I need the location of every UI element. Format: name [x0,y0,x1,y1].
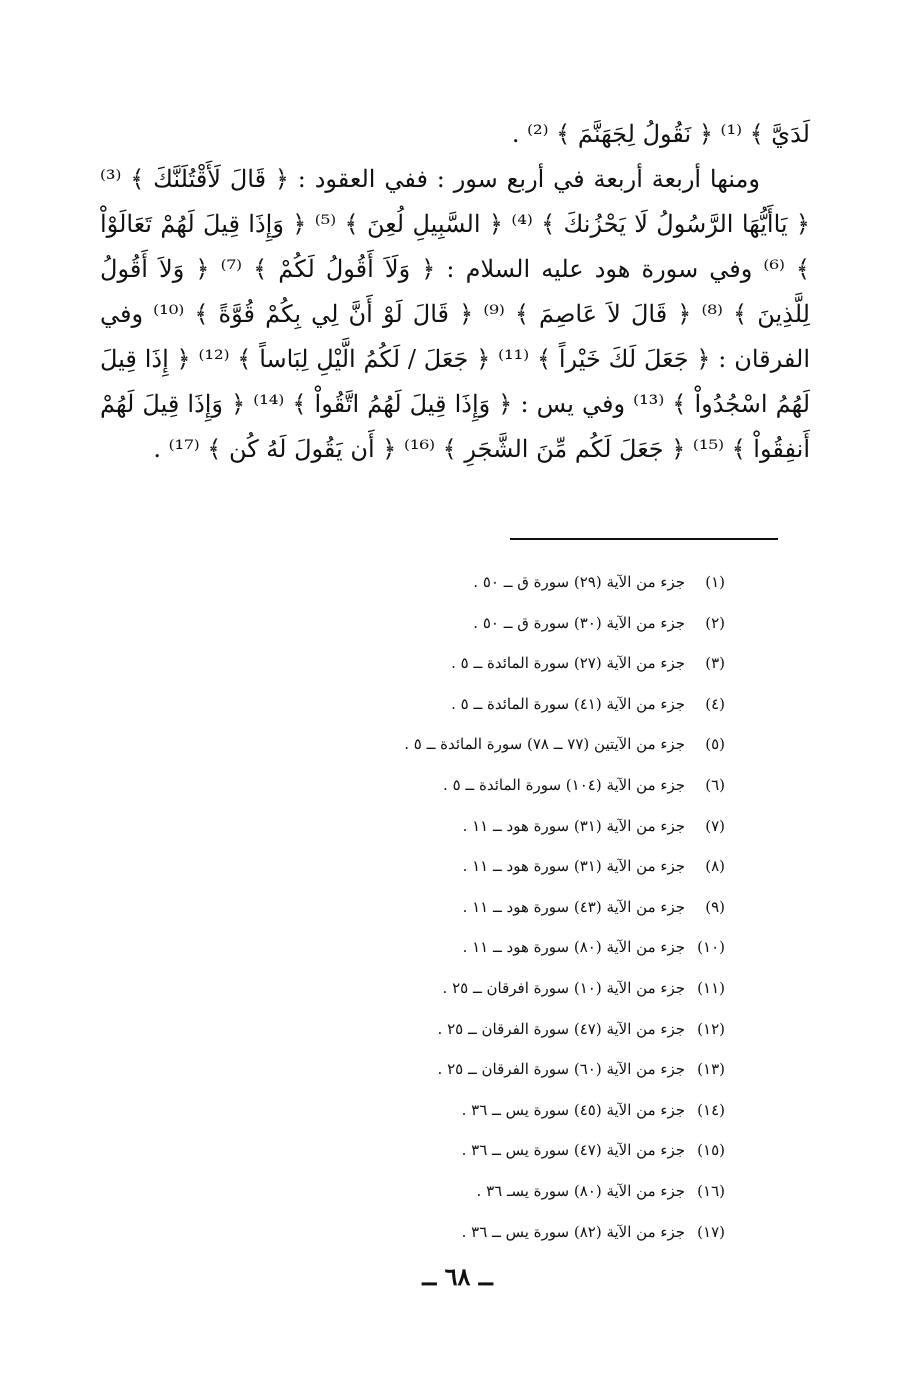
footnote-item [305,972,725,1013]
footnote-item [305,1053,725,1094]
footnote-item [305,1094,725,1135]
footnote-number: (١٧) [697,1222,725,1241]
footnote-text: جزء من الآية (٤٧) سورة الفرقان ــ ٢٥ . [437,1019,685,1038]
footnote-text: جزء من الآية (٤٥) سورة يس ــ ٣٦ . [461,1100,685,1119]
footnote-number: (٦) [705,775,725,794]
footnote-item [305,931,725,972]
footnote-number: (٥) [705,735,725,754]
footnote-item [305,1175,725,1216]
footnote-item [305,1013,725,1054]
footnote-text: جزء من الآية (٣٠) سورة ق ــ ٥٠ . [473,613,685,632]
footnote-number: (١١) [697,978,725,997]
main-text-block [100,112,810,472]
footnote-text: جزء من الآية (٨٠) سورة يسـ ٣٦ . [476,1181,685,1200]
footnote-item [305,891,725,932]
footnote-text: جزء من الآية (٤١) سورة المائدة ــ ٥ . [451,694,685,713]
main-text-paragraph: ومنها أربعة أربعة في أربع سور : ففي العقود : ﴿ قَالَ لَأَقْتُلَنَّكَ ﴾ ⁽³⁾ ﴿ يَاأَيُّهَا الرَّسُولُ لَا يَحْزُنكَ ﴾ ⁽⁴⁾ ﴿ السَّبِيلِ لُعِنَ ﴾ ⁽⁵⁾ ﴿ وَإِذَا قِيلَ لَهُمْ تَعَالَوْاْ ﴾ ⁽⁶⁾ وفي سورة هود عليه السلام : ﴿ وَلَاَ أَقُولُ لَكُمْ ﴾ ⁽⁷⁾ ﴿ وَلاَ أَقُولُ لِلَّذِينَ ﴾ ⁽⁸⁾ ﴿ قَالَ لاَ عَاصِمَ ﴾ ⁽⁹⁾ ﴿ قَالَ لَوْ أَنَّ لِي بِكُمْ قُوَّةً ﴾ ⁽¹⁰⁾ وفي الفرقان : ﴿ جَعَلَ لَكَ خَيْراً ﴾ ⁽¹¹⁾ ﴿ جَعَلَ / لَكُمُ الَّيْلِ لِبَاساً ﴾ ⁽¹²⁾ ﴿ إِذَا قِيلَ لَهُمُ اسْجُدُواْ ﴾ ⁽¹³⁾ وفي يس : ﴿ وَإِذَا قِيلَ لَهُمُ اتَّقُواْ ﴾ ⁽¹⁴⁾ ﴿ وَإِذَا قِيلَ لَهُمْ أَنفِقُواْ ﴾ ⁽¹⁵⁾ ﴿ جَعَلَ لَكُم مِّنَ الشَّجَرِ ﴾ ⁽¹⁶⁾ ﴿ أَن يَقُولَ لَهُ كُن ﴾ ⁽¹⁷⁾ . [100,165,811,463]
footnote-item [305,1216,725,1257]
footnote-number: (٨) [705,857,725,876]
footnote-number: (١٢) [697,1019,725,1038]
footnote-number: (١٦) [697,1181,725,1200]
footnote-text: جزء من الآية (٤٧) سورة يس ــ ٣٦ . [461,1141,685,1160]
footnote-item [305,688,725,729]
footnote-number: (٣) [705,654,725,673]
footnote-text: جزء من الآية (٦٠) سورة الفرقان ــ ٢٥ . [437,1060,685,1079]
footnote-number: (٩) [705,897,725,916]
footnote-number: (١٤) [697,1100,725,1119]
footnote-item [305,1134,725,1175]
footnote-number: (١) [705,573,725,591]
footnote-item [305,769,725,810]
footnote-text: جزء من الآية (١٠) سورة افرقان ــ ٢٥ . [442,978,685,997]
footnotes-list [305,566,725,1256]
footnote-text: جزء من الآية (٣١) سورة هود ــ ١١ . [462,816,685,835]
footnote-item [305,566,725,607]
footnote-text: جزء من الآية (٢٧) سورة المائدة ــ ٥ . [451,654,685,673]
footnote-item [305,647,725,688]
footnote-number: (٢) [705,613,725,632]
footnote-text: جزء من الآية (٨٠) سورة هود ــ ١١ . [462,938,685,957]
footnote-number: (١٥) [697,1141,725,1160]
footnote-number: (١٠) [697,938,725,957]
footnote-text: جزء من الآية (٢٩) سورة ق ــ ٥٠ . [473,573,685,591]
footnote-item [305,850,725,891]
footnote-item [305,810,725,851]
footnote-item [305,607,725,648]
footnote-text: جزء من الآية (٤٣) سورة هود ــ ١١ . [462,897,685,916]
footnote-number: (١٣) [697,1060,725,1079]
footnote-divider [510,538,778,540]
footnote-text: جزء من الآية (٣١) سورة هود ــ ١١ . [462,857,685,876]
footnote-text: جزء من الآيتين (٧٧ ــ ٧٨) سورة المائدة ــ ٥ . [404,735,685,754]
page-number: ــ ٦٨ ــ [422,1262,493,1291]
footnote-item [305,728,725,769]
footnote-number: (٤) [705,694,725,713]
footnote-text: جزء من الآية (١٠٤) سورة المائدة ــ ٥ . [443,775,685,794]
footnote-number: (٧) [705,816,725,835]
footnote-text: جزء من الآية (٨٢) سورة يس ــ ٣٦ . [461,1222,685,1241]
main-text-line-1: لَدَيَّ ﴾ ⁽¹⁾ ﴿ نَقُولُ لِجَهَنَّمَ ﴾ ⁽²⁾ . [511,120,810,148]
